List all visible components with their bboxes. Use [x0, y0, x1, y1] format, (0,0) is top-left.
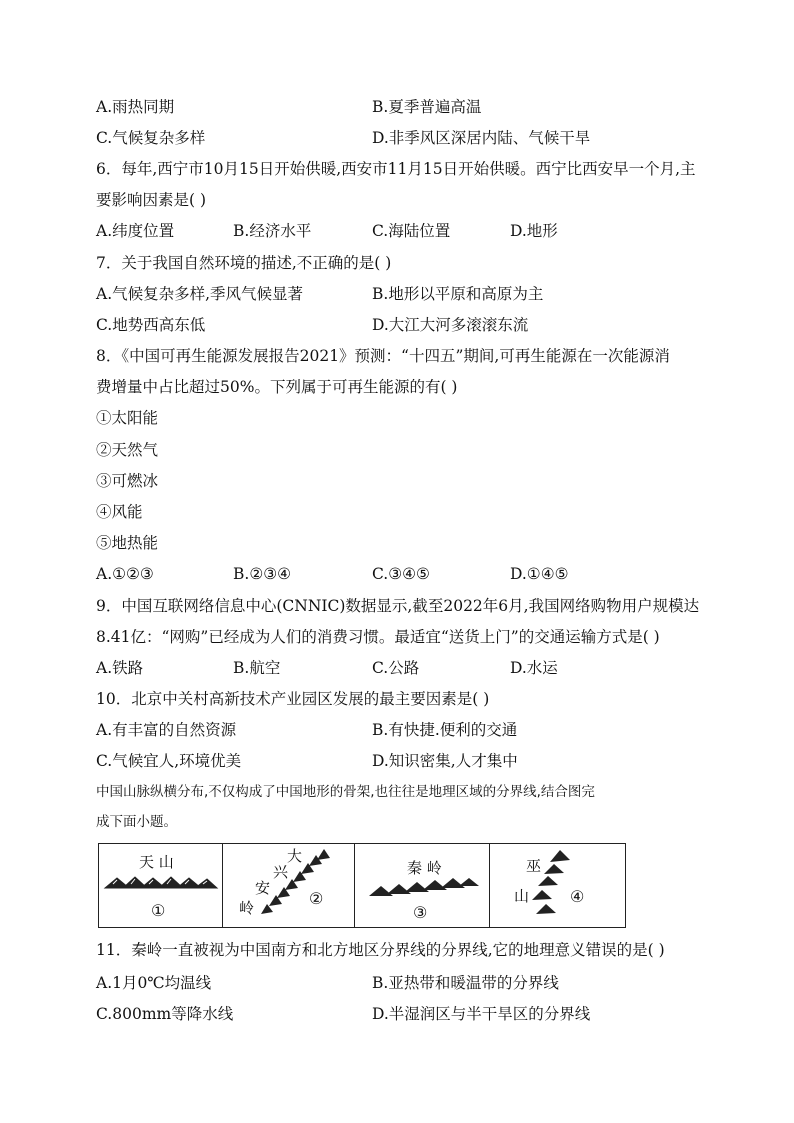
q11-option-a: A.1月0℃均温线: [96, 974, 212, 992]
figure-number-1: ①: [151, 901, 166, 920]
q7-option-a: A.气候复杂多样,季风气候显著: [96, 285, 304, 303]
q9-stem-line1: 9．中国互联网络信息中心(CNNIC)数据显示,截至2022年6月,我国网络购物用户规模达: [96, 597, 700, 615]
q11-option-c: C.800mm等降水线: [96, 1005, 234, 1023]
q9-option-a: A.铁路: [96, 659, 144, 677]
q8-item: ④风能: [96, 503, 143, 521]
figure-char: 大: [287, 847, 303, 865]
q10-option-b: B.有快捷.便利的交通: [372, 721, 518, 739]
q9-option-d: D.水运: [510, 659, 558, 677]
q8-option-d: D.①④⑤: [510, 565, 569, 583]
mountain-figure: [98, 843, 626, 928]
q6-option-c: C.海陆位置: [372, 222, 451, 240]
q8-item: ⑤地热能: [96, 534, 159, 552]
figure-cell-qinling: [355, 844, 490, 927]
q11-option-b: B.亚热带和暖温带的分界线: [372, 974, 559, 992]
figure-number-2: ②: [309, 889, 324, 908]
intro-line1: 中国山脉纵横分布,不仅构成了中国地形的骨架,也往往是地理区域的分界线,结合图完: [96, 784, 595, 800]
q9-option-c: C.公路: [372, 659, 420, 677]
q11-stem: 11．秦岭一直被视为中国南方和北方地区分界线的分界线,它的地理意义错误的是( ): [96, 941, 665, 959]
mountain-range-icon: [490, 844, 623, 926]
q5-option-d: D.非季风区深居内陆、气候干旱: [372, 129, 591, 147]
q10-stem: 10．北京中关村高新技术产业园区发展的最主要因素是( ): [96, 690, 490, 708]
figure-number-3: ③: [413, 903, 428, 922]
q6-stem-line1: 6．每年,西宁市10月15日开始供暖,西安市11月15日开始供暖。西宁比西安早一个月,主: [96, 160, 696, 178]
intro-line2: 成下面小题。: [96, 814, 177, 830]
q6-option-b: B.经济水平: [233, 222, 312, 240]
mountain-range-icon: [223, 844, 353, 926]
q9-stem-line2: 8.41亿：“网购”已经成为人们的消费习惯。最适宜“送货上门”的交通运输方式是( ): [96, 628, 660, 646]
q6-option-d: D.地形: [510, 222, 558, 240]
figure-cell-daxinganling: [223, 844, 355, 927]
q10-option-c: C.气候宜人,环境优美: [96, 752, 242, 770]
q8-item: ②天然气: [96, 441, 159, 459]
q8-item: ①太阳能: [96, 409, 159, 427]
q9-option-b: B.航空: [233, 659, 281, 677]
q7-option-c: C.地势西高东低: [96, 316, 206, 334]
q7-stem: 7．关于我国自然环境的描述,不正确的是( ): [96, 254, 392, 272]
q8-option-a: A.①②③: [96, 565, 154, 583]
figure-label-qinling: 秦 岭: [407, 859, 442, 877]
figure-char: 巫: [526, 857, 542, 875]
q11-option-d: D.半湿润区与半干旱区的分界线: [372, 1005, 591, 1023]
q10-option-d: D.知识密集,人才集中: [372, 752, 518, 770]
figure-char: 兴: [273, 863, 289, 881]
figure-char: 岭: [239, 899, 255, 917]
figure-label-tianshan: 天 山: [139, 853, 174, 871]
figure-cell-tianshan: [99, 844, 223, 927]
figure-number-4: ④: [570, 887, 585, 906]
figure-cell-wushan: [490, 844, 625, 927]
q6-stem-line2: 要影响因素是( ): [96, 191, 207, 209]
figure-char: 山: [514, 887, 530, 905]
q10-option-a: A.有丰富的自然资源: [96, 721, 237, 739]
q8-stem-line2: 费增量中占比超过50%。下列属于可再生能源的有( ): [96, 378, 458, 396]
q8-option-c: C.③④⑤: [372, 565, 430, 583]
q8-option-b: B.②③④: [233, 565, 292, 583]
q5-option-a: A.雨热同期: [96, 98, 175, 116]
q8-item: ③可燃冰: [96, 472, 159, 490]
q5-option-c: C.气候复杂多样: [96, 129, 206, 147]
q7-option-d: D.大江大河多滚滚东流: [372, 316, 529, 334]
q6-option-a: A.纬度位置: [96, 222, 175, 240]
q5-option-b: B.夏季普遍高温: [372, 98, 482, 116]
figure-char: 安: [255, 879, 271, 897]
q8-stem-line1: 8．《中国可再生能源发展报告2021》预测：“十四五”期间,可再生能源在一次能源消: [96, 347, 670, 365]
q7-option-b: B.地形以平原和高原为主: [372, 285, 544, 303]
